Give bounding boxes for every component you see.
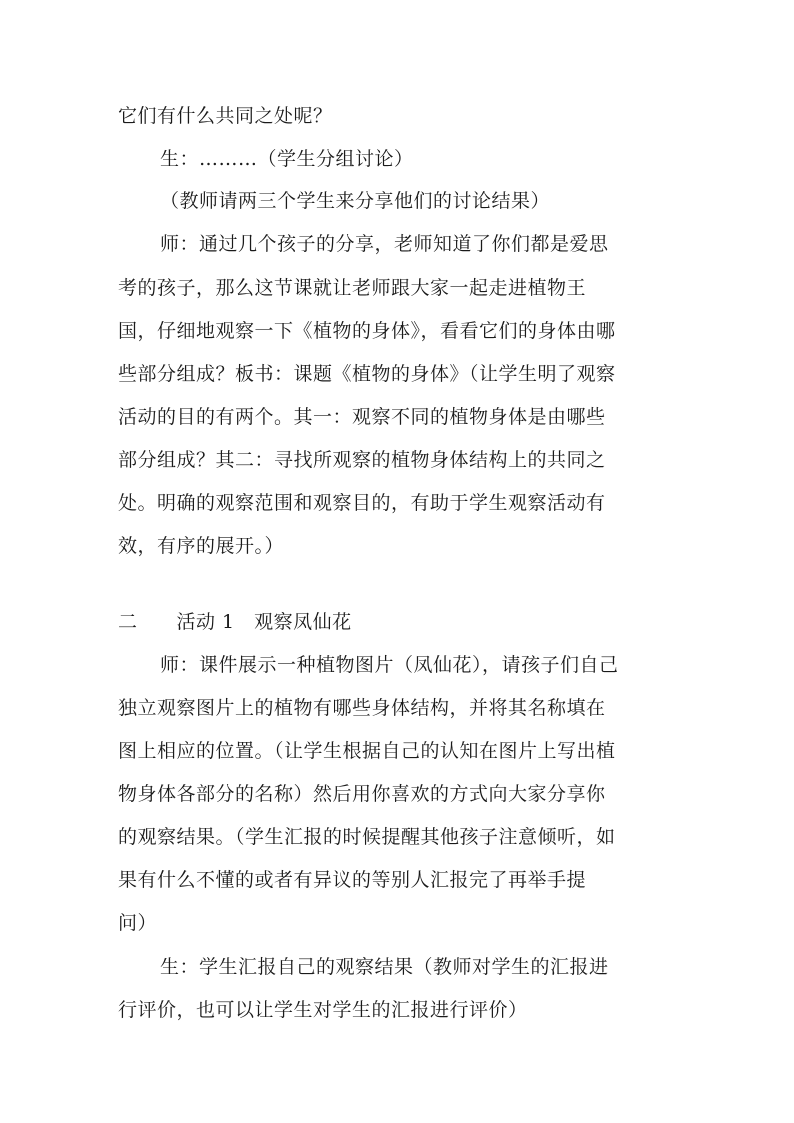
text-line-8: 活动的目的有两个。其一：观察不同的植物身体是由哪些: [118, 406, 606, 428]
text-line-15: 图上相应的位置。（让学生根据自己的认知在图片上写出植: [118, 740, 616, 762]
text-line-9: 部分组成？其二：寻找所观察的植物身体结构上的共同之: [118, 449, 606, 471]
text-line-1: 它们有什么共同之处呢？: [118, 105, 333, 127]
text-line-21: 行评价，也可以让学生对学生的汇报进行评价）: [118, 999, 528, 1021]
text-line-10: 处。明确的观察范围和观察目的，有助于学生观察活动有: [118, 492, 606, 514]
text-line-6: 国，仔细地观察一下《植物的身体》，看看它们的身体由哪: [118, 320, 616, 342]
text-line-11: 效，有序的展开。）: [118, 535, 285, 557]
text-line-4: 师：通过几个孩子的分享，老师知道了你们都是爱思: [160, 233, 609, 255]
text-line-18: 果有什么不懂的或者有异议的等别人汇报完了再举手提: [118, 869, 587, 891]
text-line-20: 生：学生汇报自己的观察结果（教师对学生的汇报进: [160, 956, 609, 978]
text-line-7: 些部分组成？板书：课题《植物的身体》（让学生明了观察: [118, 363, 616, 385]
section-heading: 二 活动 1 观察凤仙花: [118, 611, 352, 633]
text-line-2: 生：………（学生分组讨论）: [160, 148, 414, 170]
text-line-13: 师：课件展示一种植物图片（凤仙花），请孩子们自己: [160, 654, 619, 676]
text-line-5: 考的孩子，那么这节课就让老师跟大家一起走进植物王: [118, 277, 587, 299]
text-line-19: 问）: [118, 912, 158, 934]
text-line-14: 独立观察图片上的植物有哪些身体结构，并将其名称填在: [118, 697, 606, 719]
text-line-16: 物身体各部分的名称）然后用你喜欢的方式向大家分享你: [118, 783, 606, 805]
text-line-3: （教师请两三个学生来分享他们的讨论结果）: [160, 190, 551, 212]
text-line-17: 的观察结果。（学生汇报的时候提醒其他孩子注意倾听，如: [118, 826, 616, 848]
